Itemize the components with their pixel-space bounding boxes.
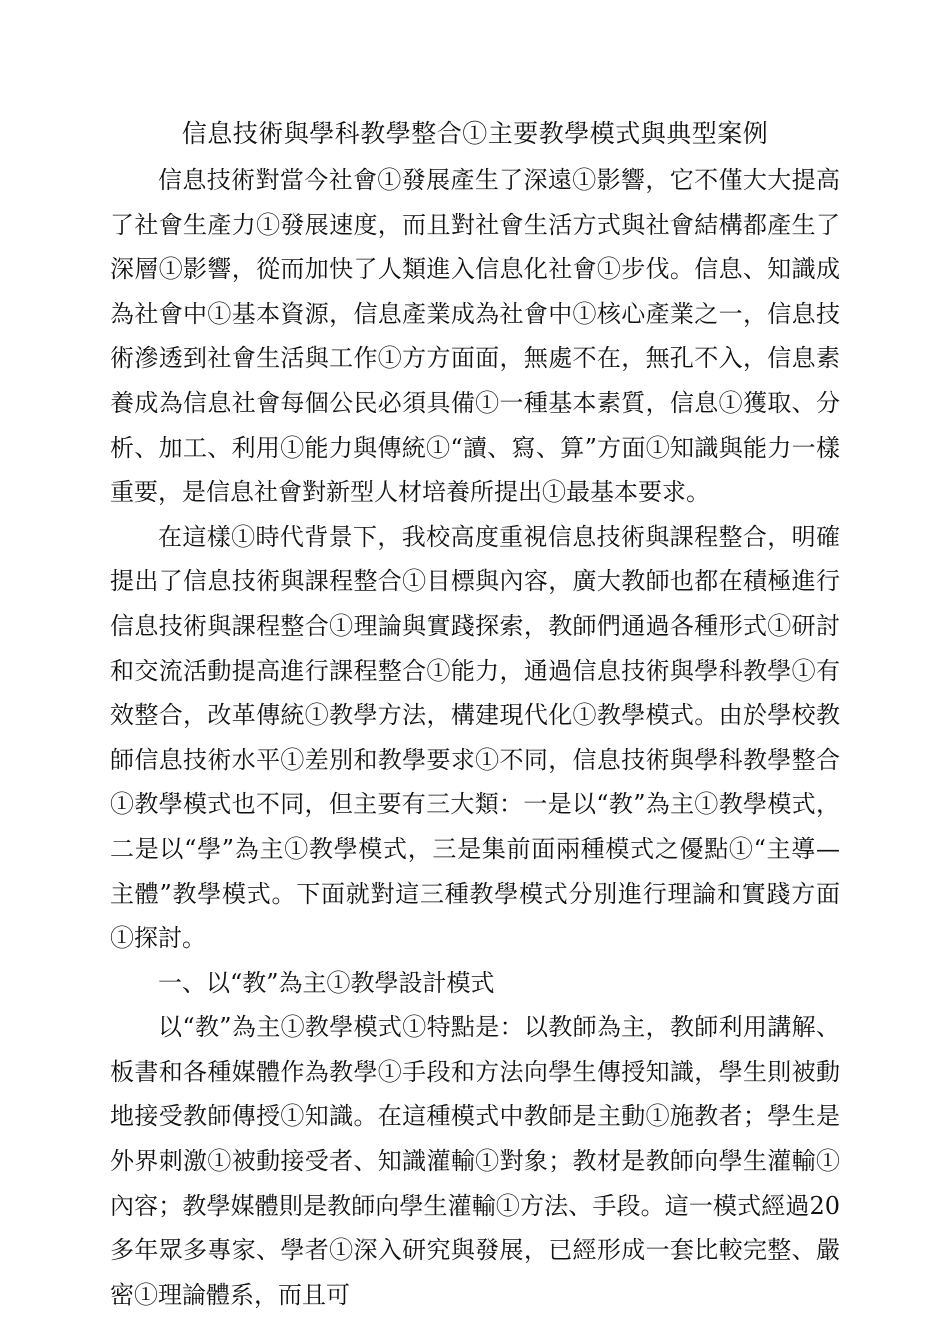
document-body — [110, 158, 840, 1317]
paragraph-3: 以“教”為主①教學模式①特點是：以教師為主，教師利用講解、板書和各種媒體作為教學①手段和方法向學生傳授知識，學生則被動地接受教師傳授①知識。在這種模式中教師是主動①施教者；學生是外界刺激①被動接受者、知識灌輸①對象；教材是教師向學生灌輸①內容；教學媒體則是教師向學生灌輸①方法、手段。這一模式經過20多年眾多專家、學者①深入研究與發展，已經形成一套比較完整、嚴密①理論體系，而且可 — [110, 1013, 840, 1309]
document-title: 信息技術與學科教學整合①主要教學模式與典型案例 — [181, 119, 769, 148]
section-heading: 一、以“教”為主①教學設計模式 — [158, 968, 495, 997]
paragraph-2: 在這樣①時代背景下，我校高度重視信息技術與課程整合，明確提出了信息技術與課程整合①目標與內容，廣大教師也都在積極進行信息技術與課程整合①理論與實踐探索，教師們通過各種形式①研討和交流活動提高進行課程整合①能力，通過信息技術與學科教學①有效整合，改革傳統①教學方法，構建現代化①教學模式。由於學校教師信息技術水平①差別和教學要求①不同，信息技術與學科教學整合①教學模式也不同，但主要有三大類：一是以“教”為主①教學模式，二是以“學”為主①教學模式，三是集前面兩種模式之優點①“主導—主體”教學模式。下面就對這三種教學模式分別進行理論和實踐方面①探討。 — [110, 522, 840, 953]
paragraph-1: 信息技術對當今社會①發展產生了深遠①影響，它不僅大大提高了社會生產力①發展速度，而且對社會生活方式與社會結構都產生了深層①影響，從而加快了人類進入信息化社會①步伐。信息、知識成為社會中①基本資源，信息產業成為社會中①核心產業之一，信息技術滲透到社會生活與工作①方方面面，無處不在，無孔不入，信息素養成為信息社會每個公民必須具備①一種基本素質，信息①獲取、分析、加工、利用①能力與傳統①“讀、寫、算”方面①知識與能力一樣重要，是信息社會對新型人材培養所提出①最基本要求。 — [110, 166, 840, 507]
